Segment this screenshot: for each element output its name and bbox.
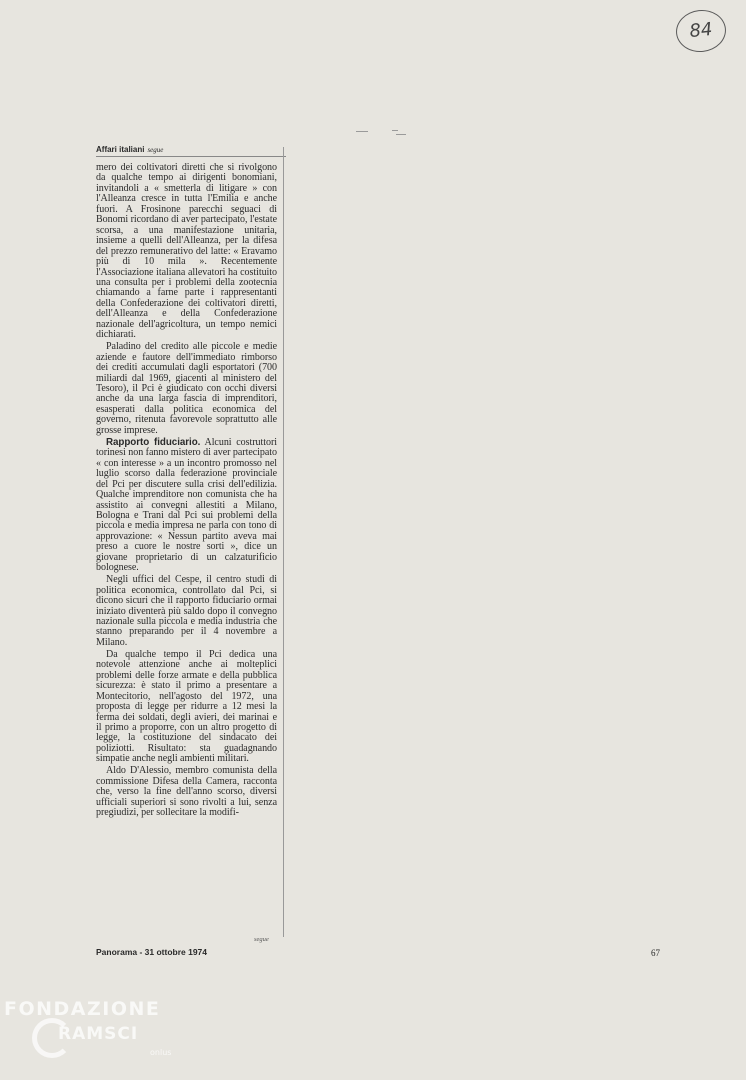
scan-mark: [356, 131, 368, 132]
paragraph: Da qualche tempo il Pci dedica una notevole attenzione anche ai molteplici problemi delle forze armate e della pubblica sicurezza: è stato il primo a presentare a Montecitorio, nell'agosto del 1972, una proposta di legge per ridurre a 12 mesi la ferma dei soldati, degli avieri, dei marinai e il primo a proporre, con un altro progetto di legge, la costituzione del sindacato dei poliziotti. Risultato: sta guadagnando simpatie anche negli ambienti militari.: [96, 648, 277, 765]
publication-footer: Panorama - 31 ottobre 1974: [96, 947, 208, 957]
handwritten-archive-number: 84: [674, 8, 728, 55]
subheading: Rapporto fiduciario.: [106, 436, 201, 448]
paragraph: mero dei coltivatori diretti che si rivolgono da qualche tempo ai dirigenti bonomiani, invitandoli a « smetterla di litigare » con l'Alleanza cresce in tutta l'Emilia e anche fuori. A Frosinone parecchi seguaci di Bonomi ricordano di aver partecipato, l'estate scorsa, a una manifestazione unitaria, insieme a quelli dell'Alleanza, per la difesa del prezzo remunerativo del latte: « Eravamo più di 10 mila ». Recentemente l'Associazione italiana allevatori ha costituito una consulta per i problemi della zootecnia chiamando a farne parte i rappresentanti della Confederazione dei coltivatori diretti, dell'Alleanza e della Confederazione nazionale dell'agricoltura, un tempo nemici dichiarati.: [96, 163, 277, 341]
column-rule: [283, 147, 284, 937]
section-title: Affari italiani: [96, 145, 145, 154]
paragraph: Rapporto fiduciario. Alcuni costruttori torinesi non fanno mistero di aver partecipato « con interesse » a un incontro promosso nel luglio scorso dalla federazione provinciale del Pci per discutere sulla crisi dell'edilizia. Qualche imprenditore non comunista che ha assistito ai convegni allestiti a Milano, Bologna e Trani dal Pci sui problemi della piccola e media impresa ne parla con tono di approvazione: « Nessun partito aveva mai preso a cuore le nostre sorti », dice un giovane proprietario di un calzaturificio bolognese.: [96, 436, 277, 574]
paragraph: Negli uffici del Cespe, il centro studi di politica economica, controllato dal Pci, si dicono sicuri che il rapporto fiduciario ormai iniziato diventerà più saldo dopo il convegno nazionale sulla piccola e media industria che stanno preparando per il 4 novembre a Milano.: [96, 574, 277, 648]
fondazione-gramsci-watermark: FONDAZIONE RAMSCI onlus: [4, 998, 172, 1057]
section-header: [96, 145, 286, 154]
paragraph: Paladino del credito alle piccole e medie aziende e fautore dell'immediato rimborso dei crediti accumulati dagli esportatori (700 miliardi dal 1969, giacenti al ministero del Tesoro), il Pci è giudicato con occhi diversi anche da una larga fascia di imprenditori, esasperati dalla politica economica del governo, ritenuta favorevole soprattutto alle grosse imprese.: [96, 341, 277, 436]
section-continued-label: segue: [147, 146, 164, 154]
continued-label: segue: [254, 936, 269, 943]
page-number: 67: [651, 948, 660, 958]
article-column: [96, 163, 277, 938]
header-rule: [96, 156, 286, 157]
paragraph: Aldo D'Alessio, membro comunista della commissione Difesa della Camera, racconta che, verso la fine dell'anno scorso, diversi ufficiali superiori si sono rivolti a lui, senza pregiudizi, per sollecitare la modifi-: [96, 765, 277, 819]
scan-mark: [392, 130, 398, 131]
scan-mark: [396, 134, 406, 135]
